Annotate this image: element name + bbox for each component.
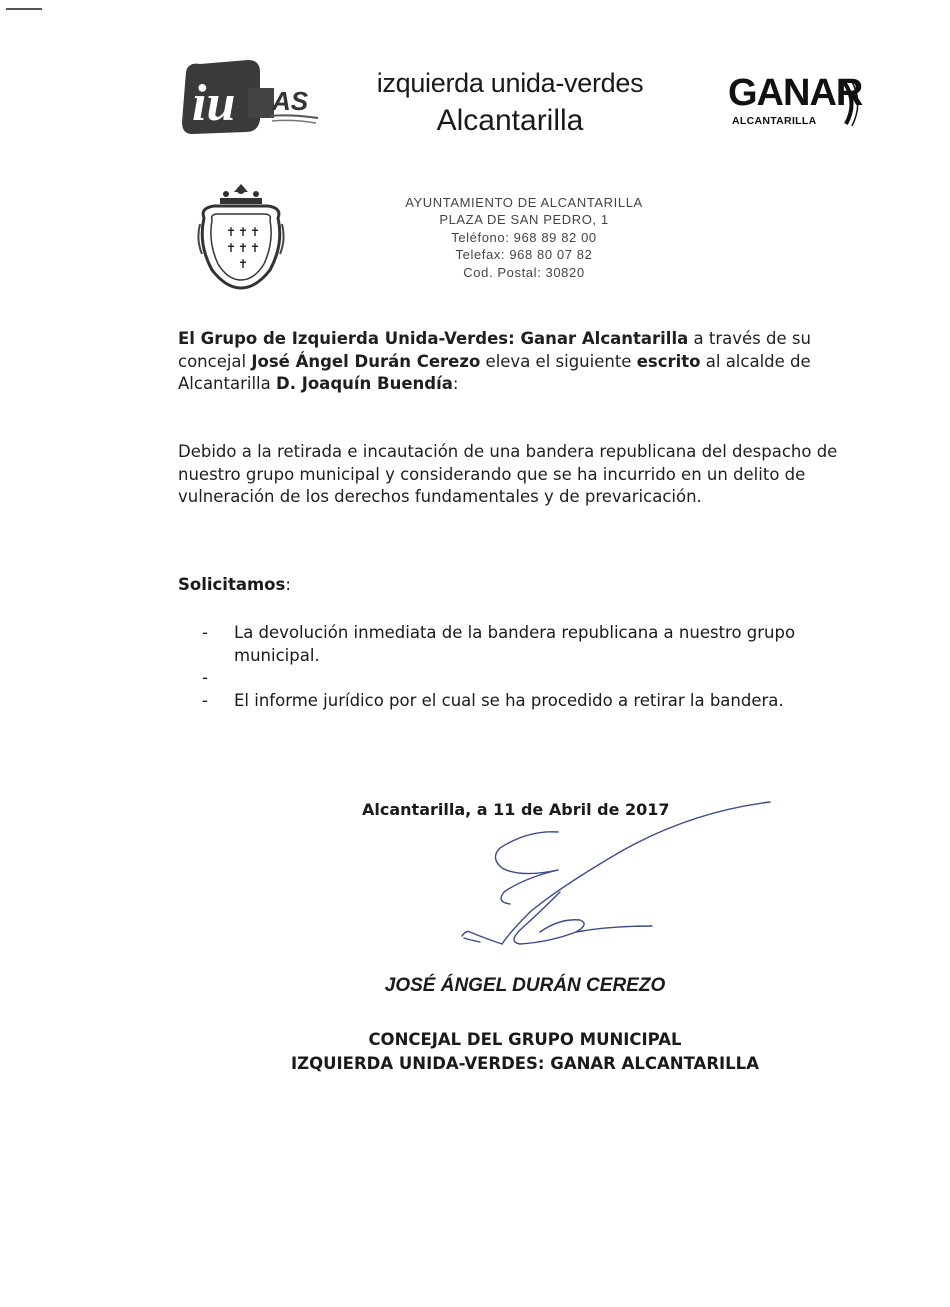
ganar-bracket-icon (842, 78, 860, 128)
coat-of-arms-icon (196, 184, 286, 290)
svg-text:✝: ✝ (238, 241, 249, 255)
requests-heading-colon: : (285, 575, 291, 594)
ganar-logo (724, 72, 864, 132)
requests-heading (178, 575, 291, 594)
signer-role (200, 1028, 850, 1076)
group-name: El Grupo de Izquierda Unida-Verdes: Ganar Alcantarilla (178, 329, 689, 348)
svg-text:✝: ✝ (238, 257, 249, 271)
reason-paragraph: Debido a la retirada e incautación de una bandera republicana del despacho de nuestro grupo municipal y considerando que se ha incurrido en un delito de vulneración de los derechos fundamentales y de prevaricación. (178, 442, 838, 506)
address-line: AYUNTAMIENTO DE ALCANTARILLA (405, 195, 643, 210)
ganar-subtitle: ALCANTARILLA (732, 115, 817, 127)
intro-text: al alcalde de Alcantarilla (178, 351, 811, 393)
bullet: - (202, 668, 208, 687)
list-item-empty (202, 667, 882, 690)
list-item-text: El informe jurídico por el cual se ha procedido a retirar la bandera. (234, 690, 784, 710)
signer-name: JOSÉ ÁNGEL DURÁN CEREZO (384, 975, 666, 996)
party-name: izquierda unida-verdes (376, 68, 644, 98)
party-title (340, 66, 680, 142)
handwritten-signature (440, 792, 780, 972)
svg-text:✝: ✝ (250, 225, 261, 239)
postal-code-line: Cod. Postal: 30820 (463, 264, 585, 280)
list-item-text: La devolución inmediata de la bandera republicana a nuestro grupo municipal. (234, 623, 796, 665)
intro-text: eleva el siguiente (480, 351, 637, 371)
svg-text:✝: ✝ (250, 241, 261, 255)
address-line: PLAZA DE SAN PEDRO, 1 (439, 212, 609, 228)
svg-text:✝: ✝ (238, 225, 249, 239)
document-type: escrito (636, 351, 701, 371)
list-item (202, 622, 882, 667)
intro-text: a través de su concejal (178, 329, 811, 371)
iu-las-logo (178, 58, 320, 138)
requests-list (202, 622, 882, 712)
svg-text:✝: ✝ (226, 241, 237, 255)
intro-text: : (452, 374, 459, 393)
bullet: - (202, 690, 208, 710)
fax-line: Telefax: 968 80 07 82 (455, 247, 593, 263)
scan-edge-mark (6, 8, 42, 10)
bullet: - (202, 623, 208, 642)
phone-line: Teléfono: 968 89 82 00 (451, 229, 597, 245)
list-item (202, 690, 882, 713)
requests-heading-text: Solicitamos (178, 575, 286, 594)
councillor-name: José Ángel Durán Cerezo (251, 351, 481, 371)
date-line: Alcantarilla, a 11 de Abril de 2017 (362, 800, 670, 819)
logo-las-text: AS (272, 86, 309, 116)
role-line-2: IZQUIERDA UNIDA-VERDES: GANAR ALCANTARILLA (291, 1054, 759, 1073)
logo-iu-text: iu (192, 75, 236, 132)
mayor-name: D. Joaquín Buendía (276, 374, 453, 393)
town-hall-address (364, 194, 684, 281)
intro-paragraph (178, 328, 878, 396)
party-town: Alcantarilla (436, 104, 584, 137)
svg-text:✝: ✝ (226, 225, 237, 239)
ganar-word: GANAR (728, 72, 863, 114)
role-line-1: CONCEJAL DEL GRUPO MUNICIPAL (368, 1030, 682, 1049)
